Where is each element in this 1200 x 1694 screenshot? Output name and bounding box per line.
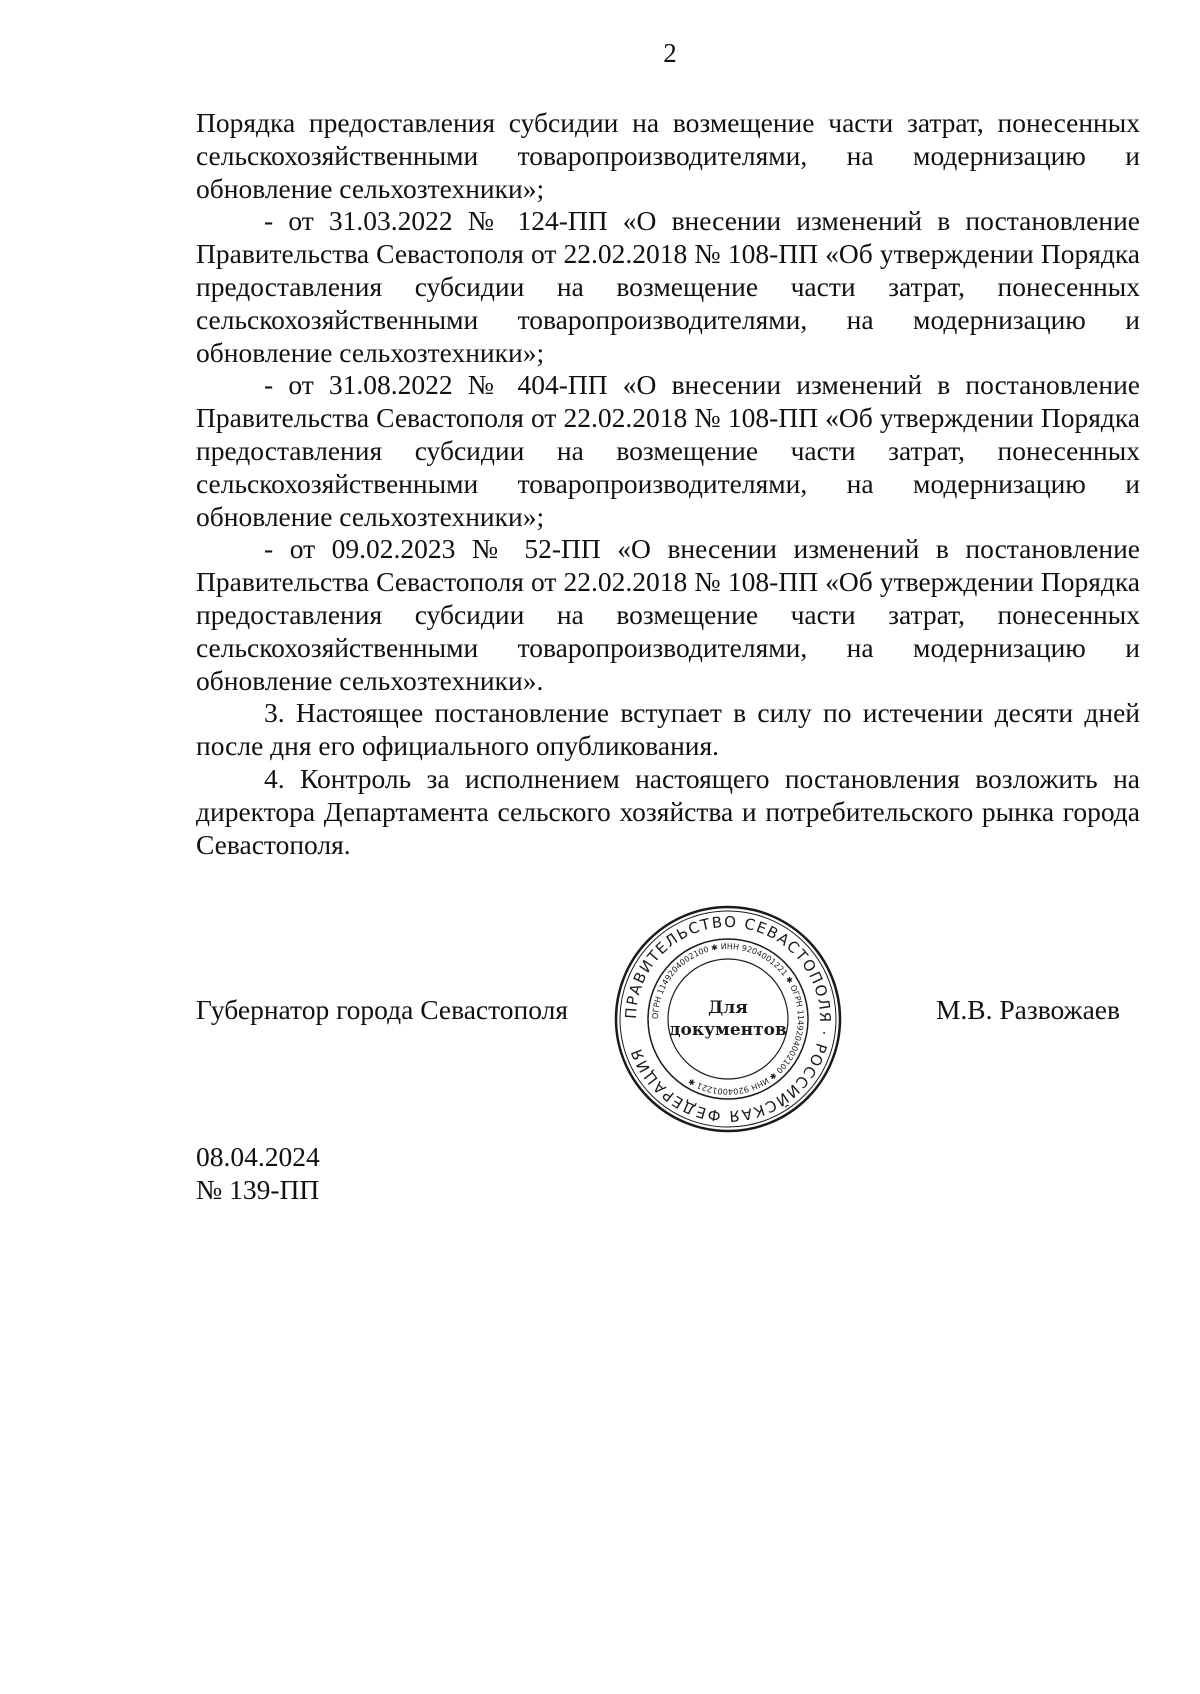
paragraph-1: Порядка предоставления субсидии на возмещение части затрат, понесенных сельскохозяйственными товаропроизводителями, на модернизацию и обновление сельхозтехники»; [196,107,1140,204]
seal-outer-ring [616,907,840,1131]
seal-graphic [612,903,844,1135]
seal-inner-ring [668,959,788,1079]
paragraph-4: - от 09.02.2023 № 52-ПП «О внесении изменений в постановление Правительства Севастополя от 22.02.2018 № 108-ПП «Об утверждении Порядка предоставления субсидии на возмещение части затрат, понесенных сельскохозяйственными товаропроизводителями, на модернизацию и обновление сельхозтехники». [196,533,1140,696]
document-date: 08.04.2024 [196,1141,320,1172]
paragraph-5: 3. Настоящее постановление вступает в силу по истечении десяти дней после дня его официального опубликования. [196,697,1140,762]
paragraph-3: - от 31.08.2022 № 404-ПП «О внесении изменений в постановление Правительства Севастополя от 22.02.2018 № 108-ПП «Об утверждении Порядка предоставления субсидии на возмещение части затрат, понесенных сельскохозяйственными товаропроизводителями, на модернизацию и обновление сельхозтехники»; [196,369,1140,532]
signer-title: Губернатор города Севастополя [196,994,568,1025]
seal-middle-ring [648,939,808,1099]
signer-name: М.В. Развожаев [935,994,1120,1025]
paragraph-6: 4. Контроль за исполнением настоящего постановления возложить на директора Департамента сельского хозяйства и потребительского рынка города Севастополя. [196,762,1140,860]
seal-center-line2: документов [669,1020,787,1040]
seal-inner-ring-text: ОГРН 1149204002100 ✱ ИНН 9204001221 ✱ ОГРН 1149204002100 ✱ ИНН 9204001221 ✱ [650,941,806,1097]
document-body [196,107,1140,861]
official-seal [612,903,844,1135]
seal-outer-text: ПРАВИТЕЛЬСТВО СЕВАСТОПОЛЯ · РОССИЙСКАЯ ФЕДЕРАЦИЯ [621,912,835,1126]
page-number: 2 [663,38,677,68]
document-number: № 139-ПП [196,1174,320,1205]
document-meta [196,1140,320,1206]
paragraph-2: - от 31.03.2022 № 124-ПП «О внесении изменений в постановление Правительства Севастополя от 22.02.2018 № 108-ПП «Об утверждении Порядка предоставления субсидии на возмещение части затрат, понесенных сельскохозяйственными товаропроизводителями, на модернизацию и обновление сельхозтехники»; [196,205,1140,368]
seal-center-line1: Для [708,998,748,1018]
